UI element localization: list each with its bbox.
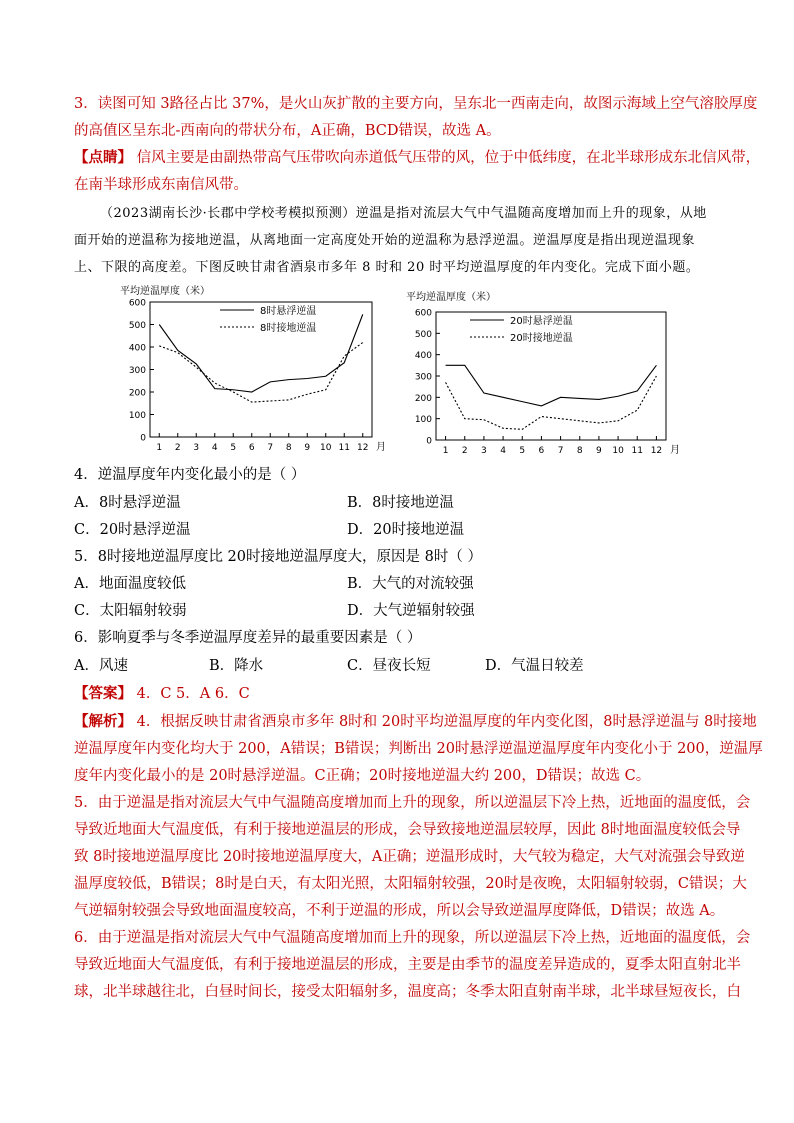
- analysis-line-3: 度年内变化最小的是 20时悬浮逆温。C正确；20时接地逆温大约 200，D错误；故选 C。: [74, 768, 651, 784]
- x-tick-label: 2: [174, 443, 181, 453]
- q3-explanation-line-2: 的高值区呈东北-西南向的带状分布，A正确，BCD错误，故选 A。: [74, 123, 501, 139]
- x-tick-label: 1: [442, 446, 449, 456]
- analysis-line-4: 5．由于逆温是指对流层大气中气温随高度增加而上升的现象，所以逆温层下冷上热，近地面的温度低，会: [74, 795, 751, 811]
- analysis-text-1: 4．根据反映甘肃省酒泉市多年 8时和 20时平均逆温厚度的年内变化图，8时悬浮逆温与 8时接地: [136, 714, 757, 730]
- x-tick-label: 7: [557, 446, 564, 456]
- analysis-line-9: 6．由于逆温是指对流层大气中气温随高度增加而上升的现象，所以逆温层下冷上热，近地面的温度低，会: [74, 930, 751, 946]
- x-tick-label: 2: [461, 446, 468, 456]
- q4-option-d[interactable]: D．20时接地逆温: [347, 522, 465, 538]
- y-tick-label: 500: [414, 329, 432, 340]
- series-line-1: [446, 365, 657, 406]
- y-tick-label: 0: [426, 436, 432, 447]
- x-tick-label: 12: [357, 443, 369, 453]
- dianjing-line-2: 在南半球形成东南信风带。: [74, 177, 248, 193]
- intro-line-2: 面开始的逆温称为接地逆温，从离地面一定高度处开始的逆温称为悬浮逆温。逆温厚度是指出现逆温现象: [74, 233, 696, 248]
- analysis-line-2: 逆温厚度年内变化均大于 200，A错误；B错误；判断出 20时悬浮逆温逆温厚度年内变化小于 200，逆温厚: [74, 741, 763, 757]
- analysis-line-7: 温厚度较低，B错误；8时是白天，有太阳光照，太阳辐射较强，20时是夜晚，太阳辐射较弱，C错误；大: [74, 876, 747, 892]
- x-unit-label: 月: [376, 442, 386, 453]
- analysis-line-8: 气逆辐射较强会导致地面温度较高，不利于逆温的形成，所以会导致逆温厚度降低，D错误；故选 A。: [74, 903, 725, 919]
- analysis-line-5: 导致近地面大气温度低，有利于接地逆温层的形成，会导致接地逆温层较厚，因此 8时地面温度较低会导: [74, 822, 741, 838]
- y-tick-label: 100: [128, 411, 146, 421]
- y-tick-label: 300: [414, 372, 432, 383]
- x-tick-label: 6: [538, 446, 545, 456]
- x-tick-label: 1: [156, 443, 163, 453]
- analysis-line-11: 球，北半球越往北，白昼时间长，接受太阳辐射多，温度高；冬季太阳直射南半球，北半球昼短夜长，白: [74, 984, 741, 1000]
- q4-option-c[interactable]: C．20时悬浮逆温: [74, 522, 191, 538]
- x-tick-label: 4: [211, 443, 218, 453]
- y-axis-label: 平均逆温厚度（米）: [120, 286, 210, 297]
- legend-label-2: 20时接地逆温: [510, 333, 573, 344]
- y-tick-label: 400: [128, 343, 146, 354]
- series-line-2: [159, 343, 363, 403]
- analysis-line-6: 致 8时接地逆温厚度比 20时接地逆温厚度大，A正确；逆温形成时，大气较为稳定，大气对流强会导致逆: [74, 849, 745, 865]
- y-axis-label: 平均逆温厚度（米）: [406, 292, 496, 303]
- analysis-tag: 【解析】: [74, 713, 132, 730]
- answer-tag: 【答案】: [74, 685, 132, 702]
- intro-line-3: 上、下限的高度差。下图反映甘肃省酒泉市多年 8 时和 20 时平均逆温厚度的年内变化。完成下面小题。: [74, 260, 700, 275]
- y-tick-label: 200: [128, 388, 146, 399]
- x-tick-label: 12: [650, 446, 663, 456]
- y-tick-label: 600: [128, 298, 146, 309]
- y-tick-label: 200: [414, 393, 432, 404]
- x-tick-label: 9: [596, 446, 602, 456]
- dianjing-text: 信风主要是由副热带高气压带吹向赤道低气压带的风，位于中低纬度，在北半球形成东北信风带，: [136, 150, 761, 166]
- legend-label-1: 20时悬浮逆温: [510, 316, 573, 327]
- question-4: 4．逆温厚度年内变化最小的是（ ）: [74, 467, 306, 483]
- chart-20h: [398, 286, 688, 462]
- question-5: 5．8时接地逆温厚度比 20时接地逆温厚度大，原因是 8时（ ）: [74, 549, 482, 565]
- q5-option-c[interactable]: C．太阳辐射较弱: [74, 603, 187, 619]
- q6-option-d[interactable]: D．气温日较差: [485, 658, 584, 674]
- q6-option-b[interactable]: B．降水: [209, 658, 264, 674]
- x-tick-label: 5: [230, 443, 237, 453]
- q3-explanation-line-1: 3．读图可知 3路径占比 37%，是火山灰扩散的主要方向，呈东北一西南走向，故图示海域上空气溶胶厚度: [74, 96, 758, 112]
- q6-option-a[interactable]: A．风速: [74, 658, 128, 674]
- x-tick-label: 3: [481, 446, 487, 456]
- q6-option-c[interactable]: C．昼夜长短: [347, 658, 431, 674]
- y-tick-label: 100: [414, 415, 432, 426]
- y-tick-label: 0: [140, 433, 146, 444]
- answer-text: 4．C 5．A 6．C: [136, 686, 250, 702]
- q5-option-b[interactable]: B．大气的对流较强: [347, 576, 474, 592]
- x-tick-label: 6: [248, 443, 255, 453]
- dianjing-tag: 【点睛】: [74, 149, 132, 166]
- x-tick-label: 10: [320, 443, 332, 453]
- x-tick-label: 8: [576, 446, 583, 456]
- dianjing-line-1: [74, 148, 760, 168]
- y-tick-label: 500: [128, 321, 146, 331]
- x-tick-label: 9: [304, 443, 311, 453]
- analysis-line-10: 导致近地面大气温度低，有利于接地逆温层的形成，主要是由季节的温度差异造成的，夏季太阳直射北半: [74, 957, 741, 973]
- analysis-line-1: [74, 712, 757, 732]
- q4-option-b[interactable]: B．8时接地逆温: [347, 495, 454, 511]
- x-tick-label: 7: [267, 443, 274, 453]
- q5-option-d[interactable]: D．大气逆辐射较强: [347, 603, 475, 619]
- intro-line-1: （2023湖南长沙·长郡中学校考模拟预测）逆温是指对流层大气中气温随高度增加而上升的现象，从地: [100, 206, 707, 221]
- x-unit-label: 月: [670, 445, 680, 456]
- x-tick-label: 5: [519, 446, 526, 456]
- q5-option-a[interactable]: A．地面温度较低: [74, 576, 186, 592]
- answer-line: [74, 684, 250, 704]
- x-tick-label: 3: [193, 443, 200, 453]
- x-tick-label: 8: [285, 443, 292, 453]
- q4-option-a[interactable]: A．8时悬浮逆温: [74, 495, 181, 511]
- x-tick-label: 4: [500, 446, 506, 456]
- y-tick-label: 600: [414, 308, 432, 319]
- y-tick-label: 400: [414, 351, 432, 362]
- x-tick-label: 10: [612, 446, 624, 456]
- plot-frame: [436, 312, 666, 440]
- x-tick-label: 11: [631, 446, 643, 456]
- legend-label-2: 8时接地逆温: [260, 323, 317, 334]
- chart-8h: [110, 282, 386, 462]
- x-tick-label: 11: [338, 443, 350, 453]
- legend-label-1: 8时悬浮逆温: [260, 306, 317, 317]
- question-6: 6．影响夏季与冬季逆温厚度差异的最重要因素是（ ）: [74, 630, 422, 646]
- y-tick-label: 300: [128, 366, 146, 376]
